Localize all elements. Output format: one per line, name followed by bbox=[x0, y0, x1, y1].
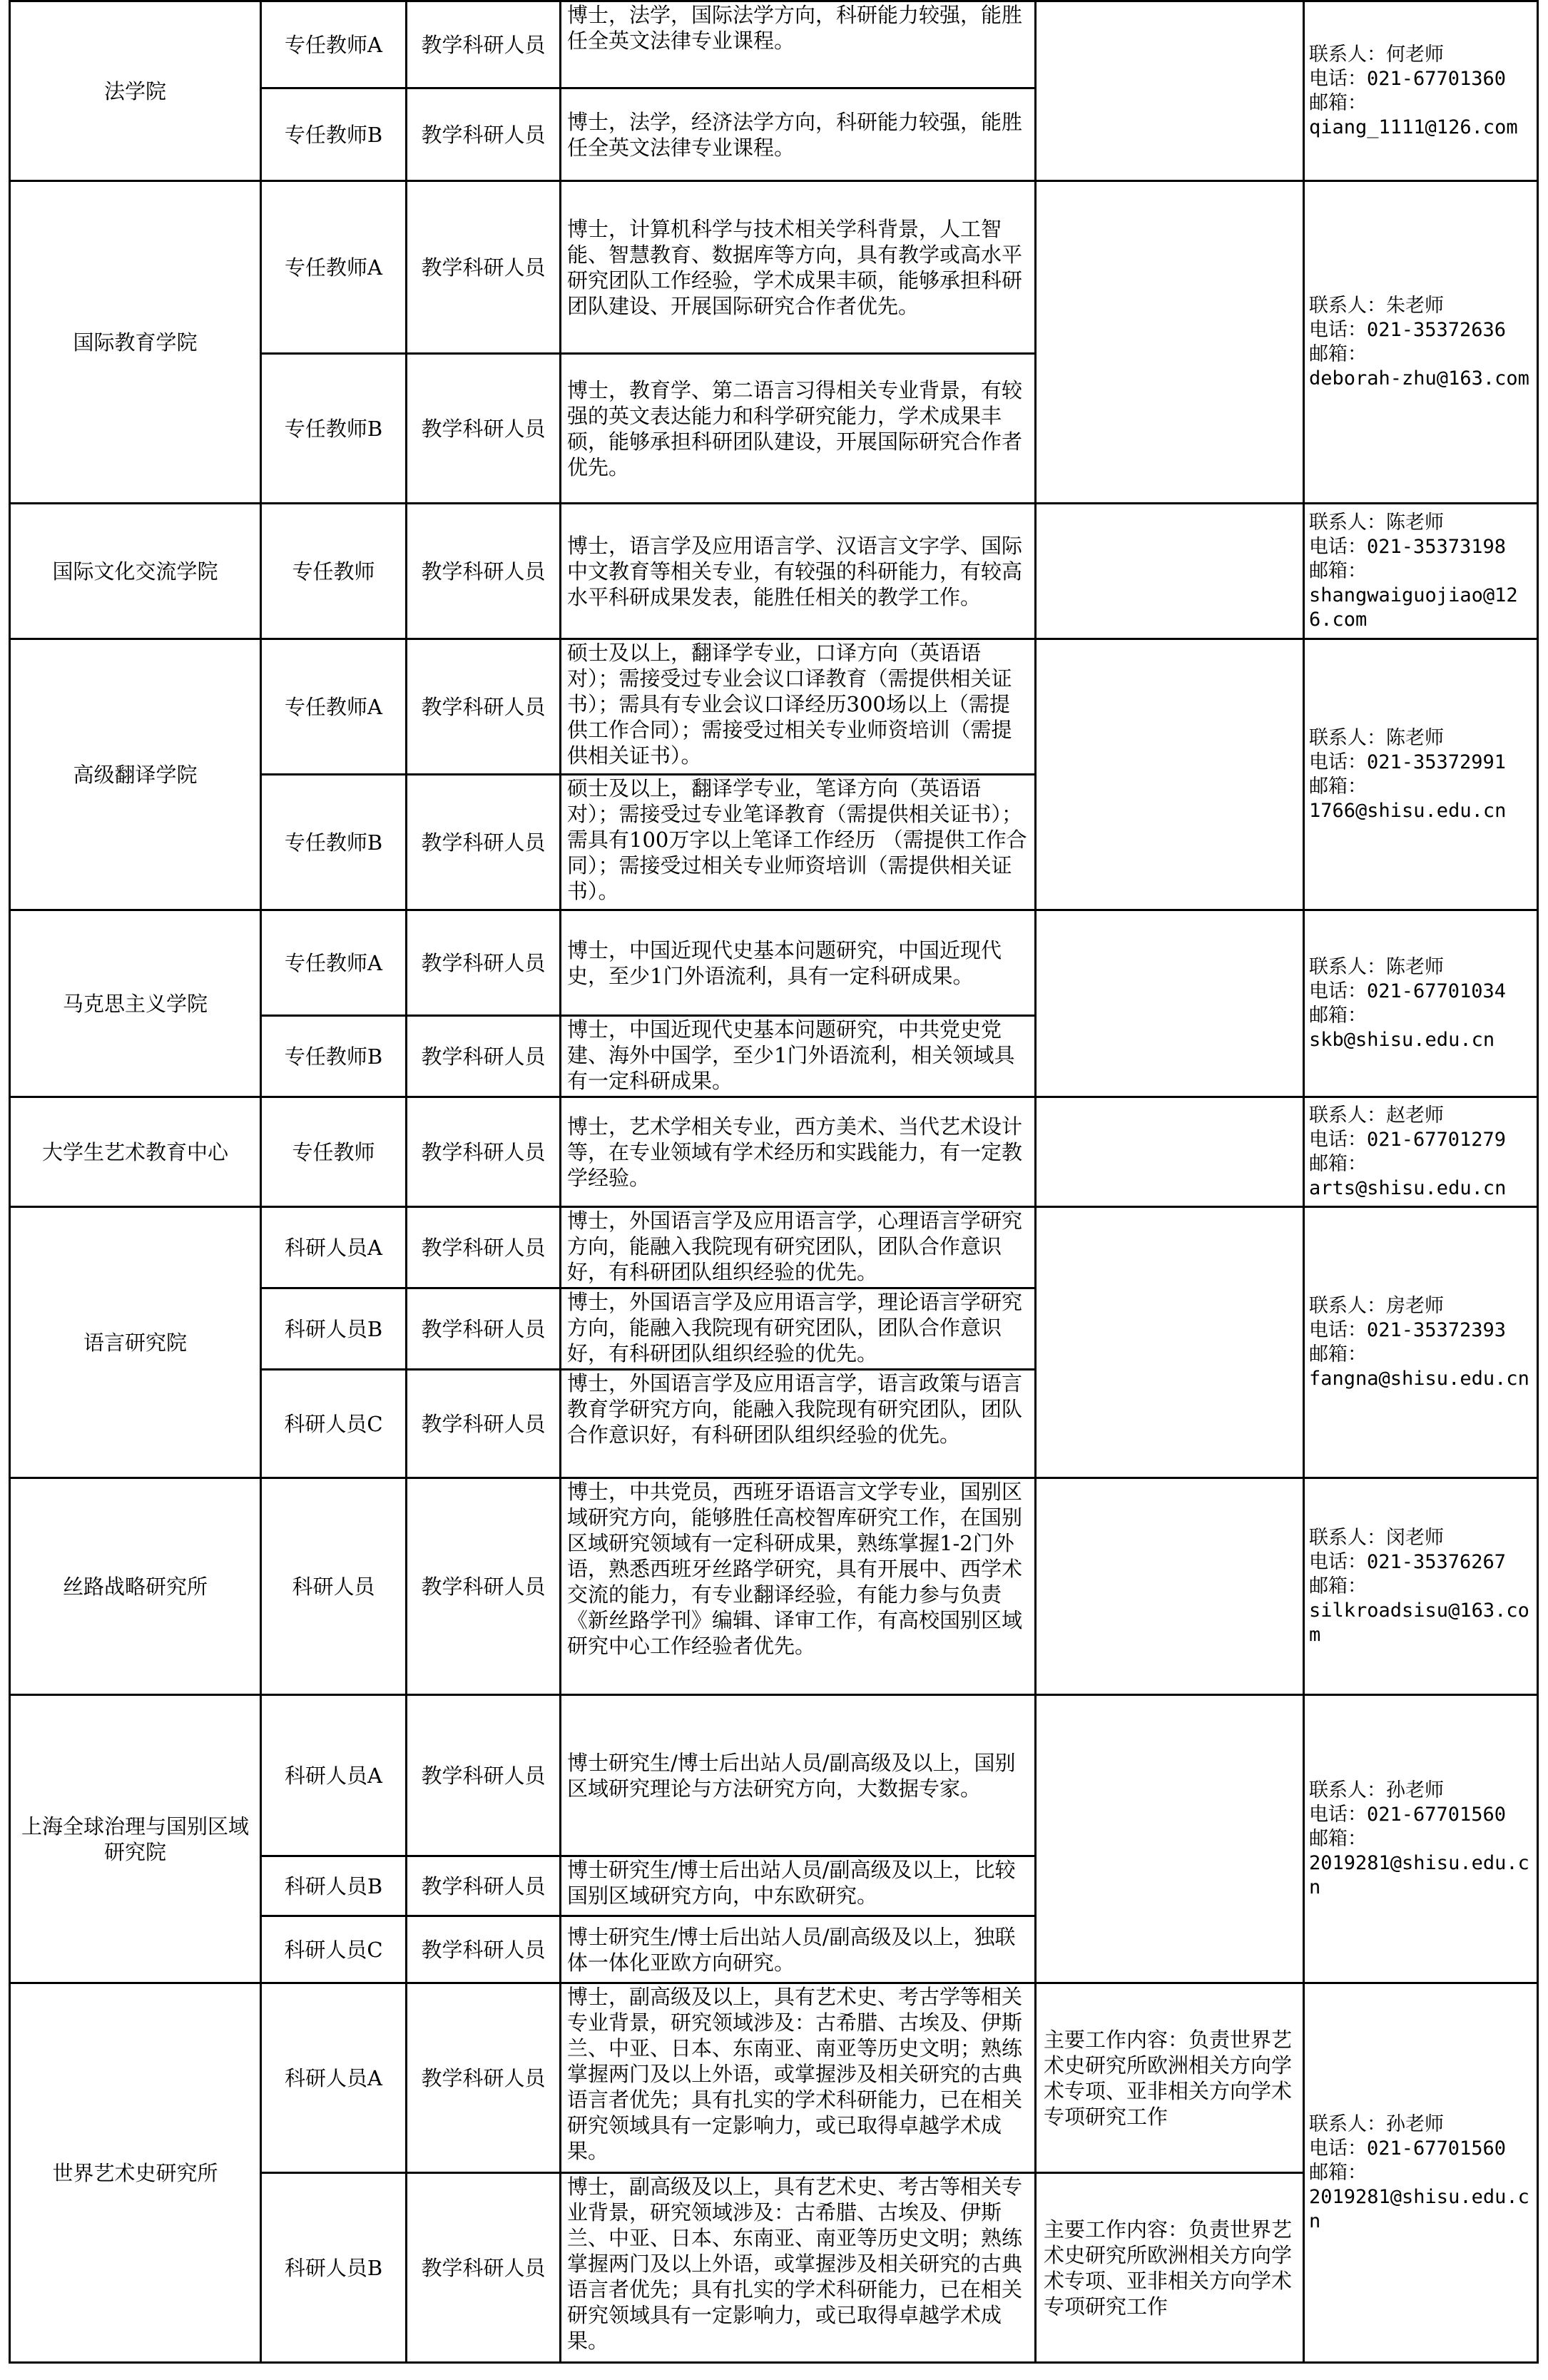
contact-email: 2019281@shisu.edu.cn bbox=[1309, 2185, 1529, 2232]
requirement-text: 博士研究生/博士后出站人员/副高级及以上，比较国别区域研究方向，中东欧研究。 bbox=[561, 1856, 1036, 1916]
position-type: 教学科研人员 bbox=[407, 1, 561, 88]
contact-info bbox=[1304, 504, 1538, 639]
contact-email: fangna@shisu.edu.cn bbox=[1309, 1367, 1529, 1390]
position-title: 专任教师 bbox=[261, 1097, 407, 1207]
position-title: 科研人员B bbox=[261, 1288, 407, 1370]
requirement-text: 博士，副高级及以上，具有艺术史、考古学等相关专业背景，研究领域涉及：古希腊、古埃及、伊斯兰、中亚、日本、东南亚、南亚等历史文明；熟练掌握两门及以上外语，或掌握涉及相关研究的古典语言者优先；具有扎实的学术科研能力，已在相关研究领域具有一定影响力，或已取得卓越学术成果。 bbox=[561, 1983, 1036, 2173]
contact-phone: 电话：021-67701360 bbox=[1309, 67, 1507, 90]
contact-info bbox=[1304, 1478, 1538, 1695]
position-type: 教学科研人员 bbox=[407, 1370, 561, 1478]
position-title: 科研人员A bbox=[261, 1207, 407, 1288]
contact-phone: 电话：021-35372636 bbox=[1309, 318, 1507, 341]
contact-phone: 电话：021-67701560 bbox=[1309, 2137, 1507, 2160]
contact-email: skb@shisu.edu.cn bbox=[1309, 1028, 1495, 1051]
position-type: 教学科研人员 bbox=[407, 504, 561, 639]
requirement-text: 博士，副高级及以上，具有艺术史、考古等相关专业背景，研究领域涉及：古希腊、古埃及、伊斯兰、中亚、日本、东南亚、南亚等历史文明；熟练掌握两门及以上外语，或掌握涉及相关研究的古典语言者优先；具有扎实的学术科研能力，已在相关研究领域具有一定影响力，或已取得卓越学术成果。 bbox=[561, 2173, 1036, 2363]
position-type: 教学科研人员 bbox=[407, 1478, 561, 1695]
contact-info bbox=[1304, 1, 1538, 181]
contact-phone: 电话：021-35376267 bbox=[1309, 1550, 1507, 1573]
contact-email: silkroadsisu@163.com bbox=[1309, 1599, 1529, 1646]
requirement-text: 博士，中共党员，西班牙语语言文学专业，国别区域研究方向，能够胜任高校智库研究工作，在国别区域研究领域有一定科研成果，熟练掌握1-2门外语，熟悉西班牙丝路学研究，具有开展中、西学术交流的能力，有专业翻译经验，有能力参与负责《新丝路学刊》编辑、译审工作，有高校国别区域研究中心工作经验者优先。 bbox=[561, 1478, 1036, 1695]
position-title: 专任教师A bbox=[261, 1, 407, 88]
work-note bbox=[1036, 1207, 1304, 1478]
position-title: 专任教师A bbox=[261, 639, 407, 775]
contact-email-label: 邮箱： bbox=[1309, 91, 1367, 114]
department-name: 丝路战略研究所 bbox=[10, 1478, 261, 1695]
position-type: 教学科研人员 bbox=[407, 1916, 561, 1983]
position-type: 教学科研人员 bbox=[407, 639, 561, 775]
requirement-text: 博士，法学，经济法学方向，科研能力较强，能胜任全英文法律专业课程。 bbox=[561, 88, 1036, 181]
recruitment-table bbox=[9, 0, 1539, 2364]
position-type: 教学科研人员 bbox=[407, 181, 561, 354]
work-note bbox=[1036, 1478, 1304, 1695]
requirement-text: 博士，法学，国际法学方向，科研能力较强，能胜任全英文法律专业课程。 bbox=[561, 1, 1036, 88]
requirement-text: 博士，计算机科学与技术相关学科背景，人工智能、智慧教育、数据库等方向，具有教学或高水平研究团队工作经验，学术成果丰硕，能够承担科研团队建设、开展国际研究合作者优先。 bbox=[561, 181, 1036, 354]
contact-email-label: 邮箱： bbox=[1309, 1152, 1367, 1175]
contact-person: 联系人：陈老师 bbox=[1309, 511, 1444, 534]
requirement-text: 博士，语言学及应用语言学、汉语言文字学、国际中文教育等相关专业，有较强的科研能力，有较高水平科研成果发表，能胜任相关的教学工作。 bbox=[561, 504, 1036, 639]
contact-email: deborah-zhu@163.com bbox=[1309, 367, 1529, 390]
department-name: 法学院 bbox=[10, 1, 261, 181]
position-title: 科研人员B bbox=[261, 1856, 407, 1916]
department-name: 国际文化交流学院 bbox=[10, 504, 261, 639]
work-note bbox=[1036, 1, 1304, 181]
contact-info bbox=[1304, 181, 1538, 504]
contact-email-label: 邮箱： bbox=[1309, 1575, 1367, 1597]
position-type: 教学科研人员 bbox=[407, 1288, 561, 1370]
contact-person: 联系人：赵老师 bbox=[1309, 1104, 1444, 1127]
contact-email-label: 邮箱： bbox=[1309, 342, 1367, 365]
requirement-text: 博士，中国近现代史基本问题研究，中共党史党建、海外中国学，至少1门外语流利，相关领域具有一定科研成果。 bbox=[561, 1016, 1036, 1097]
department-name: 大学生艺术教育中心 bbox=[10, 1097, 261, 1207]
position-title: 科研人员C bbox=[261, 1370, 407, 1478]
contact-email-label: 邮箱： bbox=[1309, 775, 1367, 798]
contact-person: 联系人：陈老师 bbox=[1309, 955, 1444, 978]
contact-info bbox=[1304, 1097, 1538, 1207]
position-type: 教学科研人员 bbox=[407, 1695, 561, 1856]
contact-person: 联系人：孙老师 bbox=[1309, 2112, 1444, 2135]
contact-email-label: 邮箱： bbox=[1309, 2161, 1367, 2184]
requirement-text: 博士，外国语言学及应用语言学，理论语言学研究方向，能融入我院现有研究团队，团队合作意识好，有科研团队组织经验的优先。 bbox=[561, 1288, 1036, 1370]
contact-email-label: 邮箱： bbox=[1309, 1004, 1367, 1027]
position-type: 教学科研人员 bbox=[407, 775, 561, 910]
position-type: 教学科研人员 bbox=[407, 354, 561, 504]
work-note bbox=[1036, 910, 1304, 1097]
requirement-text: 博士，艺术学相关专业，西方美术、当代艺术设计等，在专业领域有学术经历和实践能力，有一定教学经验。 bbox=[561, 1097, 1036, 1207]
work-note bbox=[1036, 639, 1304, 910]
requirement-text: 博士，教育学、第二语言习得相关专业背景，有较强的英文表达能力和科学研究能力，学术成果丰硕，能够承担科研团队建设，开展国际研究合作者优先。 bbox=[561, 354, 1036, 504]
position-title: 专任教师B bbox=[261, 775, 407, 910]
contact-info bbox=[1304, 639, 1538, 910]
contact-email: 2019281@shisu.edu.cn bbox=[1309, 1851, 1529, 1898]
contact-info bbox=[1304, 1695, 1538, 1983]
requirement-text: 博士，外国语言学及应用语言学，语言政策与语言教育学研究方向，能融入我院现有研究团队，团队合作意识好，有科研团队组织经验的优先。 bbox=[561, 1370, 1036, 1478]
work-note: 主要工作内容：负责世界艺术史研究所欧洲相关方向学术专项、亚非相关方向学术专项研究工作 bbox=[1036, 2173, 1304, 2363]
position-title: 专任教师 bbox=[261, 504, 407, 639]
department-name: 上海全球治理与国别区域研究院 bbox=[10, 1695, 261, 1983]
work-note bbox=[1036, 181, 1304, 504]
position-type: 教学科研人员 bbox=[407, 2173, 561, 2363]
position-title: 科研人员A bbox=[261, 1983, 407, 2173]
contact-person: 联系人：何老师 bbox=[1309, 43, 1444, 66]
requirement-text: 博士研究生/博士后出站人员/副高级及以上，独联体一体化亚欧方向研究。 bbox=[561, 1916, 1036, 1983]
position-type: 教学科研人员 bbox=[407, 1097, 561, 1207]
position-type: 教学科研人员 bbox=[407, 1016, 561, 1097]
position-type: 教学科研人员 bbox=[407, 88, 561, 181]
contact-phone: 电话：021-67701034 bbox=[1309, 980, 1507, 1002]
contact-phone: 电话：021-35373198 bbox=[1309, 535, 1507, 558]
position-title: 科研人员A bbox=[261, 1695, 407, 1856]
requirement-text: 博士，中国近现代史基本问题研究，中国近现代史，至少1门外语流利，具有一定科研成果。 bbox=[561, 910, 1036, 1016]
position-title: 科研人员B bbox=[261, 2173, 407, 2363]
work-note bbox=[1036, 1695, 1304, 1983]
position-title: 专任教师B bbox=[261, 354, 407, 504]
department-name: 马克思主义学院 bbox=[10, 910, 261, 1097]
department-name: 世界艺术史研究所 bbox=[10, 1983, 261, 2363]
requirement-text: 硕士及以上，翻译学专业，口译方向（英语语对）；需接受过专业会议口译教育（需提供相关证书）；需具有专业会议口译经历300场以上（需提供工作合同）；需接受过相关专业师资培训（需提供相关证书）。 bbox=[561, 639, 1036, 775]
contact-email-label: 邮箱： bbox=[1309, 1827, 1367, 1850]
position-title: 科研人员C bbox=[261, 1916, 407, 1983]
contact-email-label: 邮箱： bbox=[1309, 559, 1367, 582]
position-title: 专任教师B bbox=[261, 1016, 407, 1097]
contact-person: 联系人：房老师 bbox=[1309, 1294, 1444, 1317]
contact-email-label: 邮箱： bbox=[1309, 1343, 1367, 1366]
contact-phone: 电话：021-67701560 bbox=[1309, 1803, 1507, 1826]
position-title: 科研人员 bbox=[261, 1478, 407, 1695]
contact-email: shangwaiguojiao@126.com bbox=[1309, 584, 1518, 631]
requirement-text: 硕士及以上，翻译学专业，笔译方向（英语语对）；需接受过专业笔译教育（需提供相关证书）；需具有100万字以上笔译工作经历 （需提供工作合同）；需接受过相关专业师资培训（需提供相关证书）。 bbox=[561, 775, 1036, 910]
position-title: 专任教师B bbox=[261, 88, 407, 181]
contact-info bbox=[1304, 1207, 1538, 1478]
position-type: 教学科研人员 bbox=[407, 1856, 561, 1916]
contact-info bbox=[1304, 910, 1538, 1097]
contact-info bbox=[1304, 1983, 1538, 2363]
position-title: 专任教师A bbox=[261, 910, 407, 1016]
position-type: 教学科研人员 bbox=[407, 910, 561, 1016]
contact-person: 联系人：孙老师 bbox=[1309, 1779, 1444, 1801]
work-note bbox=[1036, 504, 1304, 639]
contact-person: 联系人：陈老师 bbox=[1309, 726, 1444, 749]
position-title: 专任教师A bbox=[261, 181, 407, 354]
department-name: 高级翻译学院 bbox=[10, 639, 261, 910]
contact-phone: 电话：021-35372991 bbox=[1309, 751, 1507, 773]
position-type: 教学科研人员 bbox=[407, 1983, 561, 2173]
requirement-text: 博士研究生/博士后出站人员/副高级及以上，国别区域研究理论与方法研究方向，大数据专家。 bbox=[561, 1695, 1036, 1856]
contact-email: qiang_1111@126.com bbox=[1309, 116, 1518, 138]
work-note bbox=[1036, 1097, 1304, 1207]
contact-phone: 电话：021-67701279 bbox=[1309, 1128, 1507, 1151]
contact-person: 联系人：朱老师 bbox=[1309, 294, 1444, 317]
contact-phone: 电话：021-35372393 bbox=[1309, 1318, 1507, 1341]
department-name: 国际教育学院 bbox=[10, 181, 261, 504]
contact-email: 1766@shisu.edu.cn bbox=[1309, 799, 1507, 822]
position-type: 教学科研人员 bbox=[407, 1207, 561, 1288]
contact-email: arts@shisu.edu.cn bbox=[1309, 1176, 1507, 1199]
department-name: 语言研究院 bbox=[10, 1207, 261, 1478]
requirement-text: 博士，外国语言学及应用语言学，心理语言学研究方向，能融入我院现有研究团队，团队合作意识好，有科研团队组织经验的优先。 bbox=[561, 1207, 1036, 1288]
work-note: 主要工作内容：负责世界艺术史研究所欧洲相关方向学术专项、亚非相关方向学术专项研究工作 bbox=[1036, 1983, 1304, 2173]
contact-person: 联系人：闵老师 bbox=[1309, 1526, 1444, 1549]
